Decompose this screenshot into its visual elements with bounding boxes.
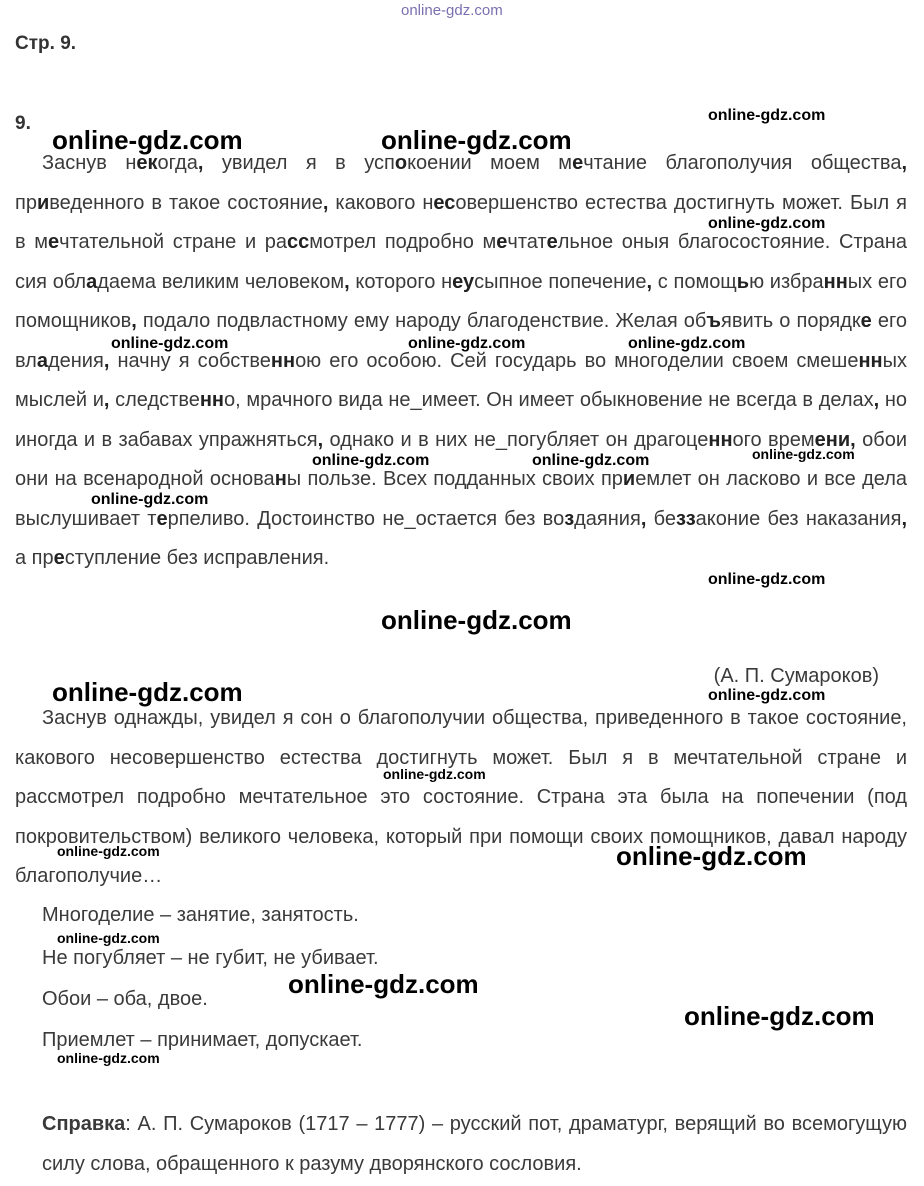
highlighted-letters: ,: [131, 310, 137, 332]
highlighted-letters: и: [36, 191, 50, 214]
glossary-item: Многоделие – занятие, занятость.: [42, 904, 359, 926]
reference-note: [42, 1104, 907, 1184]
highlighted-letters: н: [274, 468, 287, 490]
watermark: online-gdz.com: [381, 125, 572, 155]
highlighted-letters: ,: [640, 507, 647, 530]
watermark: online-gdz.com: [383, 766, 486, 782]
highlighted-letters: ,: [317, 428, 324, 451]
watermark: online-gdz.com: [708, 687, 826, 704]
glossary-item: Не погубляет – не губит, не убивает.: [42, 947, 379, 969]
highlighted-letters: ,: [646, 270, 653, 293]
watermark: online-gdz.com: [57, 930, 160, 946]
highlighted-letters: е: [546, 231, 558, 253]
watermark: online-gdz.com: [52, 125, 243, 155]
highlighted-letters: ек: [136, 152, 158, 174]
highlighted-letters: ени: [814, 428, 851, 451]
highlighted-letters: нн: [708, 428, 733, 451]
highlighted-letters: ,: [901, 152, 908, 174]
watermark: online-gdz.com: [312, 452, 430, 469]
attribution: (А. П. Сумароков): [713, 665, 879, 687]
original-text: Заснув некогда, увидел я в успокоении моем мечтание благополучия общества, приведенного в такое состояние, какового несовершенство естества достигнуть может. Был я в мечтательной стране и рассмотрел подробно мечтательное оныя благосостояние. Страна сия обладаема великим человеком, которого неусыпное попечение, с помощью избранных его помощников, подало подвластному ему народу благоденствие. Желая объявить о порядке его владения, начну я собственною его особою. Сей государь во многоделии своем смешенных мыслей и, следственно, мрачного вида не_имеет. Он имеет обыкновение не всегда в делах, но иногда и в забавах упражняться, однако и в них не_погубляет он драгоценного времени, обои они на всенародной основаны пользе. Всех подданных своих приемлет он ласково и все дела выслушивает терпеливо. Достоинство не_остается без воздаяния, беззаконие без наказания, а преступление без исправления.: [15, 152, 908, 569]
note-label: Справка: [42, 1113, 126, 1135]
highlighted-letters: ,: [103, 349, 110, 372]
highlighted-letters: е: [53, 547, 65, 569]
highlighted-letters: ,: [197, 152, 204, 174]
watermark: online-gdz.com: [616, 841, 807, 871]
watermark: online-gdz.com: [708, 215, 826, 232]
watermark: online-gdz.com: [708, 571, 826, 588]
watermark: online-gdz.com: [408, 335, 526, 352]
note-text: : А. П. Сумароков (1717 – 1777) – русский пот, драматург, верящий во всемогущую силу слова, обращенного к разуму дворянского сословия.: [42, 1113, 907, 1175]
highlighted-letters: нн: [199, 389, 225, 411]
watermark: online-gdz.com: [532, 452, 650, 469]
highlighted-letters: ,: [103, 389, 110, 411]
highlighted-letters: нн: [858, 349, 883, 372]
header-watermark: online-gdz.com: [401, 2, 503, 19]
watermark: online-gdz.com: [52, 677, 243, 707]
glossary-item: Приемлет – принимает, допускает.: [42, 1029, 363, 1051]
highlighted-letters: ес: [433, 191, 456, 214]
highlighted-letters: ,: [344, 270, 350, 293]
highlighted-letters: нн: [823, 270, 848, 293]
watermark: online-gdz.com: [708, 107, 826, 124]
page-number: Стр. 9.: [15, 33, 77, 54]
paraphrase-body: Заснув однажды, увидел я сон о благополучии общества, приведенного в такое состояние, какового несовершенство естества достигнуть может. Был я в мечтательной стране и рассмотрел подробно мечтательное это состояние. Страна эта была на попечении (под покровительством) великого человека, который при помощи своих помощников, давал народу благополучие…: [15, 707, 907, 887]
highlighted-letters: и: [622, 468, 636, 490]
highlighted-letters: е: [860, 310, 872, 332]
glossary-item: Обои – оба, двое.: [42, 988, 208, 1010]
highlighted-letters: з: [564, 507, 575, 530]
watermark: online-gdz.com: [57, 1050, 160, 1066]
highlighted-letters: нн: [270, 349, 296, 372]
highlighted-letters: ъ: [706, 310, 721, 332]
watermark: online-gdz.com: [628, 335, 746, 352]
highlighted-letters: о: [394, 152, 408, 174]
highlighted-letters: сс: [287, 231, 310, 253]
highlighted-letters: ,: [873, 389, 880, 411]
highlighted-letters: е: [496, 231, 508, 253]
watermark: online-gdz.com: [91, 491, 209, 508]
watermark: online-gdz.com: [57, 843, 160, 859]
highlighted-letters: ,: [322, 191, 329, 214]
highlighted-letters: е: [572, 152, 584, 174]
task-number: 9.: [15, 113, 31, 134]
watermark: online-gdz.com: [288, 969, 479, 999]
watermark: online-gdz.com: [752, 446, 855, 462]
highlighted-letters: а: [36, 349, 48, 372]
highlighted-letters: а: [86, 270, 98, 293]
highlighted-letters: е: [156, 507, 168, 530]
highlighted-letters: ,: [901, 507, 907, 530]
watermark: online-gdz.com: [381, 605, 572, 635]
highlighted-letters: е: [48, 231, 60, 253]
watermark: online-gdz.com: [111, 335, 229, 352]
highlighted-letters: ь: [736, 270, 750, 293]
highlighted-letters: зз: [676, 507, 696, 530]
highlighted-letters: ,: [850, 428, 856, 451]
watermark: online-gdz.com: [684, 1001, 875, 1031]
highlighted-letters: еу: [452, 270, 475, 293]
